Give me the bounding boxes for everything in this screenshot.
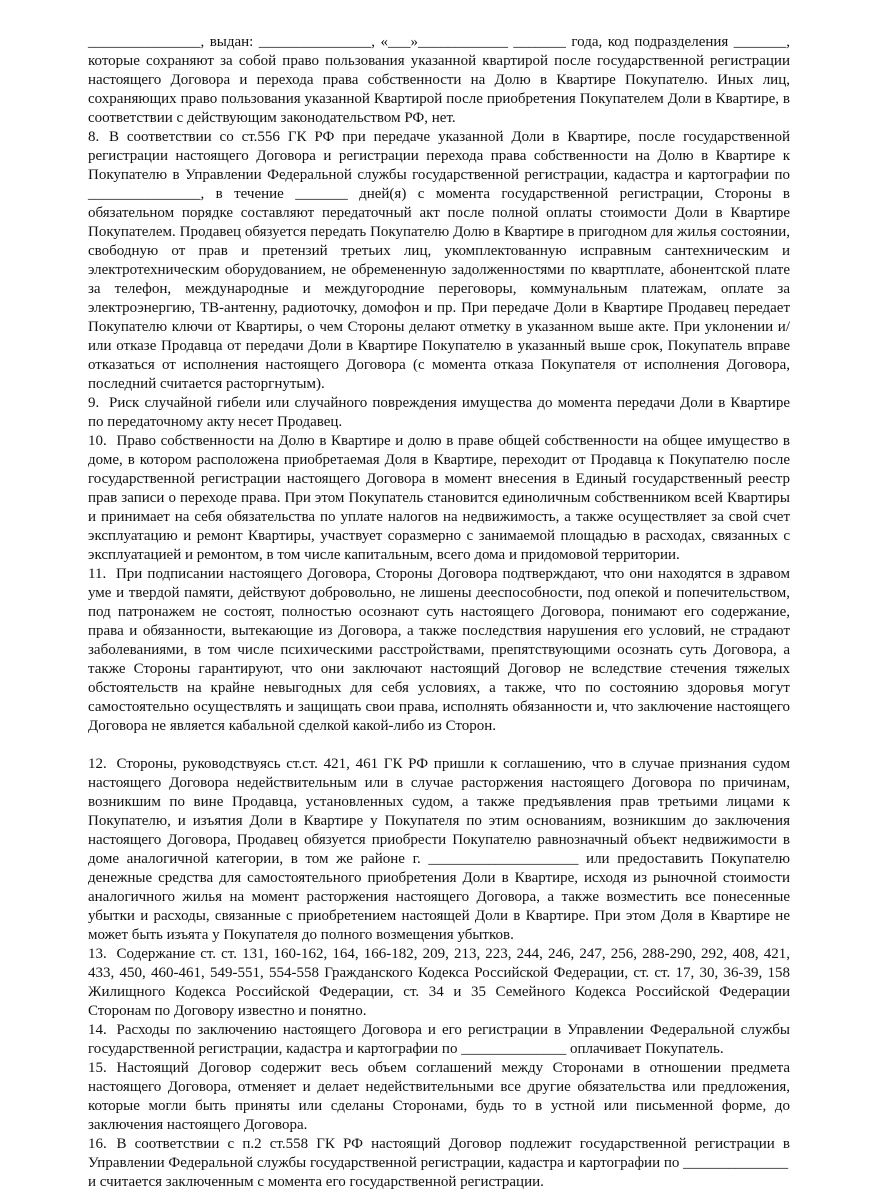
paragraph-text: В соответствии со ст.556 ГК РФ при передаче указанной Доли в Квартире, после государственной регистрации настоящего Договора и регистрации перехода права собственности на Долю в Квартире к Покупателю в Управлении Федеральной службы государственной регистрации, кадастра и картографии по _______________, в течение _______ дней(я) с момента государственной регистрации, Стороны в обязательном порядке составляют передаточный акт после полной оплаты стоимости Доли в Квартире Покупателем. Продавец обязуется передать Покупателю Долю в Квартире в пригодном для жилья состоянии, свободную от прав и претензий третьих лиц, укомплектованную исправным сантехническим и электротехническим оборудованием, не обремененную задолженностями по квартплате, абонентской плате за телефон, международные и междугородние переговоры, коммунальным платежам, оплате за электроэнергию, ТВ-антенну, радиоточку, домофон и пр. При передаче Доли в Квартире Продавец передает Покупателю ключи от Квартиры, о чем Стороны делают отметку в указанном выше акте. При уклонении и/или отказе Продавца от передачи Доли в Квартире Покупателю в указанный выше срок, Покупатель вправе отказаться от исполнения настоящего Договора (с момента отказа Покупателя от исполнения Договора, последний считается расторгнутым). xyxy=(88,129,790,392)
paragraph-text: В соответствии с п.2 ст.558 ГК РФ настоящий Договор подлежит государственной регистрации в Управлении Федеральной службы государственной регистрации, кадастра и картографии по ______________ xyxy=(88,1136,790,1171)
paragraph-number: 8. xyxy=(88,129,100,145)
paragraph-number: 10. xyxy=(88,433,107,449)
paragraph-number: 9. xyxy=(88,395,100,411)
paragraph-number: 12. xyxy=(88,756,107,772)
paragraph-text: Расходы по заключению настоящего Договора и его регистрации в Управлении Федеральной службы государственной регистрации, кадастра и картографии по ______________ оплачивает Покупатель. xyxy=(88,1022,790,1057)
paragraph-10 xyxy=(88,432,790,565)
paragraph-14 xyxy=(88,1021,790,1059)
paragraph-text: Настоящий Договор содержит весь объем соглашений между Сторонами в отношении предмета настоящего Договора, отменяет и делает недействительными все другие обязательства или предложения, которые могли быть приняты или сделаны Сторонами, будь то в устной или письменной форме, до заключения настоящего Договора. xyxy=(88,1060,790,1133)
paragraph-number: 13. xyxy=(88,946,107,962)
paragraph-13 xyxy=(88,945,790,1021)
paragraph-text: Содержание ст. ст. 131, 160-162, 164, 166-182, 209, 213, 223, 244, 246, 247, 256, 288-290, 292, 408, 421, 433, 450, 460-461, 549-551, 554-558 Гражданского Кодекса Российской Федерации, ст. ст. 17, 30, 36-39, 158 Жилищного Кодекса Российской Федерации, ст. 34 и 35 Семейного Кодекса Российской Федерации Сторонам по Договору известно и понятно. xyxy=(88,946,790,1019)
paragraph-16-continuation xyxy=(88,1173,790,1192)
paragraph-number: 15. xyxy=(88,1060,107,1076)
paragraph-15 xyxy=(88,1059,790,1135)
paragraph-continuation xyxy=(88,33,790,128)
paragraph-text: и считается заключенным с момента его государственной регистрации. xyxy=(88,1174,544,1190)
paragraph-8 xyxy=(88,128,790,394)
paragraph-11 xyxy=(88,565,790,736)
paragraph-text: Право собственности на Долю в Квартире и долю в праве общей собственности на общее имущество в доме, в котором расположена приобретаемая Доля в Квартире, переходит от Продавца к Покупателю после государственной регистрации настоящего Договора в момент внесения в Единый государственный реестр прав записи о переходе права. При этом Покупатель становится единоличным собственником всей Квартиры и принимает на себя обязательства по уплате налогов на недвижимость, а также осуществляет за свой счет эксплуатацию и ремонт Квартиры, участвует соразмерно с занимаемой площадью в расходах, связанных с эксплуатацией и ремонтом, в том числе капитальным, всего дома и придомовой территории. xyxy=(88,433,790,563)
paragraph-12 xyxy=(88,755,790,945)
paragraph-16 xyxy=(88,1135,790,1173)
paragraph-text: При подписании настоящего Договора, Стороны Договора подтверждают, что они находятся в здравом уме и твердой памяти, действуют добровольно, не лишены дееспособности, под опекой и попечительством, под патронажем не состоят, полностью осознают суть настоящего Договора, понимают его содержание, права и обязанности, вытекающие из Договора, а также последствия нарушения его условий, не страдают заболеваниями, в том числе психическими расстройствами, препятствующими осознать суть Договора, а также Стороны гарантируют, что они заключают настоящий Договор не вследствие стечения тяжелых обстоятельств на крайне невыгодных для себя условиях, а также, что по состоянию здоровья могут самостоятельно осуществлять и защищать свои права, исполнять обязанности и, что заключение настоящего Договора не является кабальной сделкой какой-либо из Сторон. xyxy=(88,566,790,734)
paragraph-9 xyxy=(88,394,790,432)
paragraph-number: 14. xyxy=(88,1022,107,1038)
paragraph-text: Риск случайной гибели или случайного повреждения имущества до момента передачи Доли в Квартире по передаточному акту несет Продавец. xyxy=(88,395,790,430)
paragraph-number: 11. xyxy=(88,566,107,582)
paragraph-number: 16. xyxy=(88,1136,107,1152)
paragraph-text: _______________, выдан: _______________, «___»____________ _______ года, код подразделения _______, которые сохраняют за собой право пользования указанной квартирой после государственной регистрации настоящего Договора и перехода права собственности на Долю в Квартире Покупателю. Иных лиц, сохраняющих право пользования указанной Квартирой после приобретения Покупателем Доли в Квартире, в соответствии с действующим законодательством РФ, нет. xyxy=(88,34,790,126)
paragraph-text: Стороны, руководствуясь ст.ст. 421, 461 ГК РФ пришли к соглашению, что в случае признания судом настоящего Договора недействительным или в случае расторжения настоящего Договора по причинам, возникшим по вине Продавца, установленных судом, а также предъявления прав третьими лицами к Покупателю, и изъятия Доли в Квартире у Покупателя по этим основаниям, возникшим до заключения настоящего Договора, Продавец обязуется приобрести Покупателю равнозначный объект недвижимости в доме аналогичной категории, в том же районе г. ____________________ или предоставить Покупателю денежные средства для самостоятельного приобретения Доли в Квартире, исходя из рыночной стоимости аналогичного жилья на момент расторжения настоящего Договора, а также возместить все понесенные убытки и расходы, связанные с приобретением настоящей Доли в Квартире. При этом Доля в Квартире не может быть изъята у Покупателя до полного возмещения убытков. xyxy=(88,756,790,943)
